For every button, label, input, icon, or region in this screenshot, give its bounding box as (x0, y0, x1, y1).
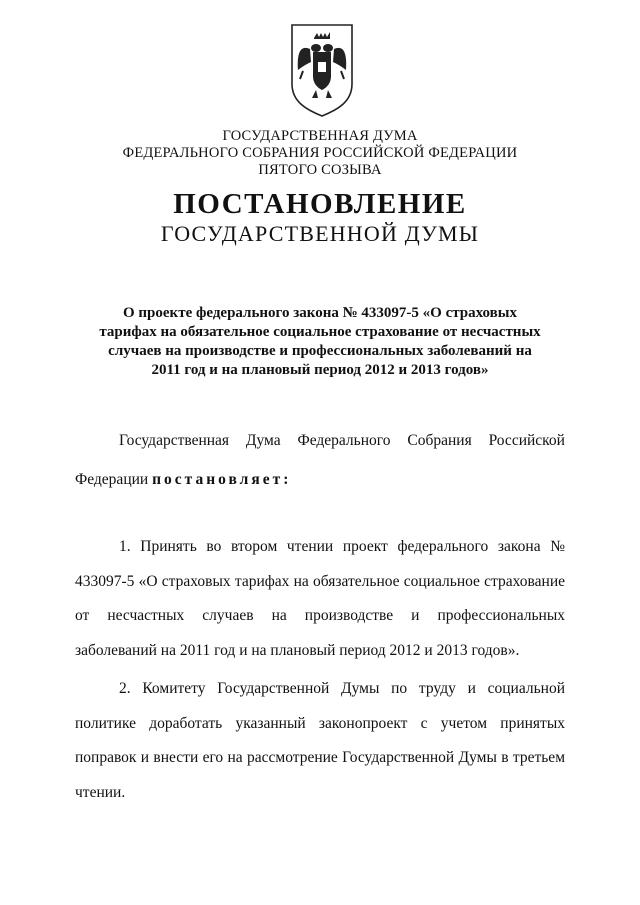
subject-line-3: случаев на производстве и профессиональных заболеваний на (108, 343, 532, 359)
preamble-line-2 (75, 471, 565, 489)
clause-1: 1. Принять во втором чтении проект федерального закона № 433097-5 «О страховых тарифах на обязательное социальное страхование от несчастных случаев на производстве и профессиональных заболеваний на 2011 год и на плановый период 2012 и 2013 годов». (75, 538, 565, 659)
document-subtitle: ГОСУДАРСТВЕННОЙ ДУМЫ (160, 221, 480, 246)
preamble-word: Собрания (407, 432, 472, 449)
header-line-2: ФЕДЕРАЛЬНОГО СОБРАНИЯ РОССИЙСКОЙ ФЕДЕРАЦИИ (122, 145, 518, 161)
clause-2: 2. Комитету Государственной Думы по труду и социальной политике доработать указанный законопроект с учетом принятых поправок и внести его на рассмотрение Государственной Думы в третьем чтении. (75, 680, 565, 801)
issuer-header (0, 128, 640, 179)
subject-line-2: тарифах на обязательное социальное страхование от несчастных (99, 324, 541, 340)
subject-line-4: 2011 год и на плановый период 2012 и 2013 годов» (151, 362, 489, 378)
preamble-word: Российской (488, 432, 565, 449)
document-title: ПОСТАНОВЛЕНИЕ (173, 188, 467, 220)
header-line-3: ПЯТОГО СОЗЫВА (258, 162, 382, 178)
russian-coat-of-arms-icon (289, 22, 355, 118)
preamble (75, 432, 565, 489)
decree-word: постановляет: (152, 471, 292, 488)
preamble-word: Государственная (119, 432, 230, 449)
preamble-word: Дума (245, 432, 281, 449)
preamble-line-1 (75, 432, 565, 450)
preamble-line-2-start: Федерации (75, 471, 149, 488)
header-line-1: ГОСУДАРСТВЕННАЯ ДУМА (222, 128, 418, 144)
preamble-word: Федерального (297, 432, 391, 449)
subject-line-1: О проекте федерального закона № 433097-5 «О страховых (123, 305, 517, 321)
document-subject (90, 304, 550, 380)
